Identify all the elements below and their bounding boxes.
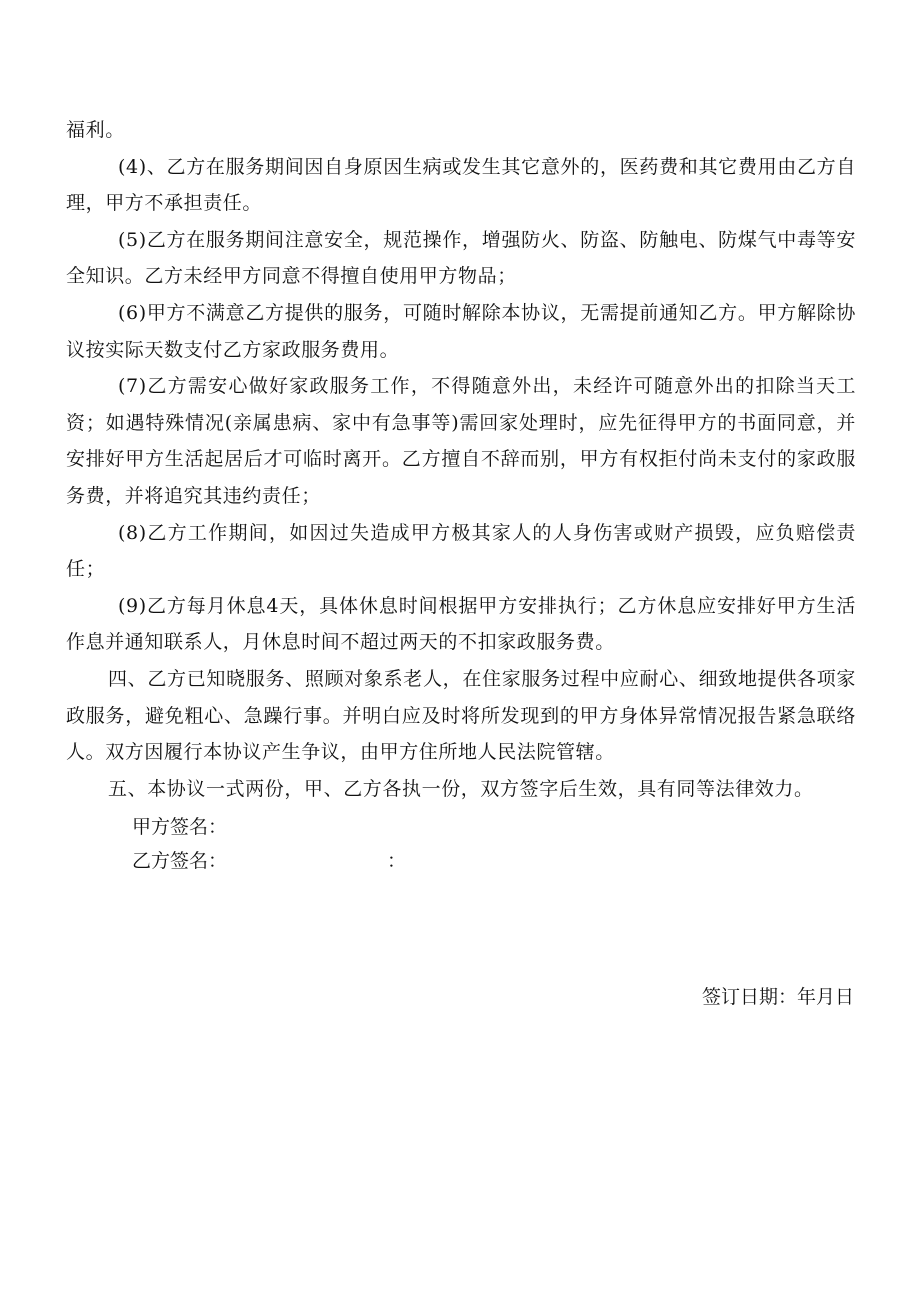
agreement-body — [66, 112, 856, 807]
section-five: 五、本协议一式两份，甲、乙方各执一份，双方签字后生效，具有同等法律效力。 — [108, 777, 814, 800]
party-b-signature-line — [132, 844, 406, 878]
clause-4: (4)、乙方在服务期间因自身原因生病或发生其它意外的，医药费和其它费用由乙方自理，甲方不承担责任。 — [66, 155, 856, 215]
signing-date: 签订日期：年月日 — [701, 986, 854, 1008]
party-b-trailing-colon: ： — [387, 850, 407, 872]
clause-9: (9)乙方每月休息4天，具体休息时间根据甲方安排执行；乙方休息应安排好甲方生活作息并通知联系人，月休息时间不超过两天的不扣家政服务费。 — [66, 594, 856, 654]
clause-8: (8)乙方工作期间，如因过失造成甲方极其家人的人身伤害或财产损毁，应负赔偿责任； — [66, 521, 856, 581]
party-a-signature-line — [132, 810, 406, 844]
paragraph-continuation: 福利。 — [66, 119, 125, 141]
party-b-signature-label: 乙方签名： — [132, 850, 228, 872]
section-four: 四、乙方已知晓服务、照顾对象系老人，在住家服务过程中应耐心、细致地提供各项家政服务，避免粗心、急躁行事。并明白应及时将所发现到的甲方身体异常情况报告紧急联络人。双方因履行本协议产生争议，由甲方住所地人民法院管辖。 — [66, 667, 856, 764]
clause-6: (6)甲方不满意乙方提供的服务，可随时解除本协议，无需提前通知乙方。甲方解除协议按实际天数支付乙方家政服务费用。 — [66, 301, 856, 361]
signature-block — [132, 810, 406, 878]
party-a-signature-label: 甲方签名： — [132, 816, 228, 838]
clause-5: (5)乙方在服务期间注意安全，规范操作，增强防火、防盗、防触电、防煤气中毒等安全知识。乙方未经甲方同意不得擅自使用甲方物品； — [66, 228, 856, 288]
clause-7: (7)乙方需安心做好家政服务工作，不得随意外出，未经许可随意外出的扣除当天工资；如遇特殊情况(亲属患病、家中有急事等)需回家处理时，应先征得甲方的书面同意，并安排好甲方生活起居后才可临时离开。乙方擅自不辞而别，甲方有权拒付尚未支付的家政服务费，并将追究其违约责任； — [66, 375, 856, 507]
